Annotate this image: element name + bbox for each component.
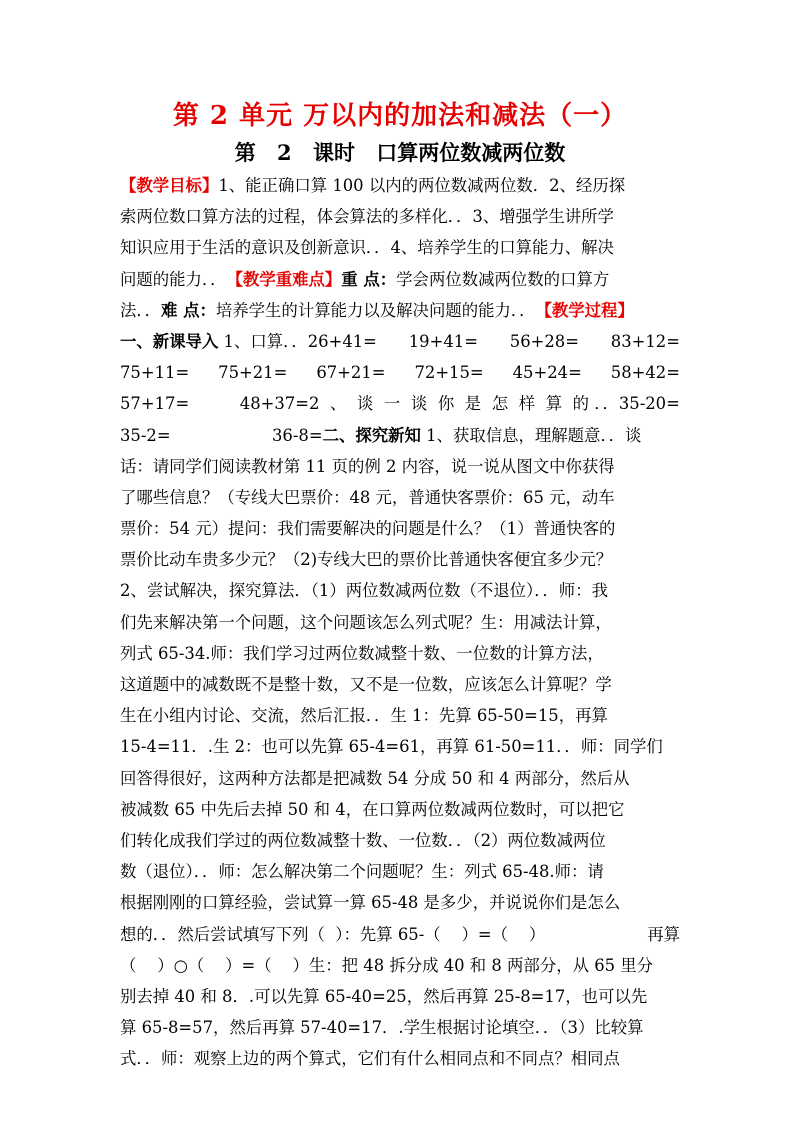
exercise: 67+21= [316, 363, 386, 383]
body-line-23: 数（退位）．．师：怎么解决第二个问题呢？生：列式 65-48.师：请 [120, 862, 604, 882]
body-line-1: 【教学目标】 1、能正确口算 100 以内的两位数减两位数．2、经历探 [120, 170, 680, 201]
body-line-22: 们转化成我们学过的两位数减整十数、一位数．．（2）两位数减两位 [120, 830, 606, 850]
body-line-17: 这道题中的减数既不是整十数，又不是一位数，应该怎么计算呢？学 [120, 675, 612, 694]
exercise: 72+15= [414, 363, 484, 383]
exercise: 19+41= [408, 331, 478, 351]
body-line-5: 法．． 难 点： 培养学生的计算能力以及解决问题的能力．． 【教学过程】 [120, 295, 680, 326]
body-line-12: 票价：54 元）提问：我们需要解决的问题是什么？（1）普通快客的 [120, 519, 616, 539]
body-line-28: 算 65-8=57，然后再算 57-40=17．.学生根据讨论填空．．（3）比较算 [120, 1018, 644, 1038]
body-line-18: 生在小组内讨论、交流，然后汇报．．生 1：先算 65-50=15，再算 [120, 706, 608, 726]
body-line-26: （ ）○（ ）=（ ）生：把 48 拆分成 40 和 8 两部分，从 65 里分 [120, 955, 654, 975]
tag-teaching-process: 【教学过程】 [535, 300, 634, 320]
body-line-21: 被减数 65 中先后去掉 50 和 4，在口算两位数减两位数时，可以把它 [120, 799, 625, 819]
tag-key-points: 【教学重难点】 [226, 269, 342, 289]
body-line-20: 回答得很好，这两种方法都是把减数 54 分成 50 和 4 两部分，然后从 [120, 768, 630, 788]
body-line-11: 了哪些信息？（专线大巴票价：48 元，普通快客票价：65 元，动车 [120, 487, 615, 507]
exercise: 35-2= [120, 425, 171, 445]
body-line-15: 们先来解决第一个问题，这个问题该怎么列式呢？生：用减法计算， [120, 612, 612, 632]
body-line-27: 别去掉 40 和 8．.可以先算 65-40=25，然后再算 25-8=17，也可以先 [120, 986, 648, 1006]
body-line-3: 知识应用于生活的意识及创新意识．．4、培养学生的口算能力、解决 [120, 238, 614, 258]
exercise: 57+17= [120, 394, 190, 414]
exercise: 75+11= [120, 363, 190, 383]
body-line-19: 15-4=11．.生 2：也可以先算 65-4=61，再算 61-50=11．．师：同学们 [120, 737, 663, 757]
exercise: 45+24= [512, 363, 582, 383]
tag-teaching-goals: 【教学目标】 [120, 176, 219, 195]
body-line-14: 2、尝试解决，探究算法．（1）两位数减两位数（不退位）．．师：我 [120, 581, 608, 601]
lesson-subtitle: 第 2 课时 口算两位数减两位数 [234, 140, 566, 165]
exercise: 83+12= [610, 331, 680, 351]
body-line-2: 索两位数口算方法的过程，体会算法的多样化．．3、增强学生讲所学 [120, 207, 614, 227]
body-line-4: 问题的能力．． 【教学重难点】 重 点： 学会两位数减两位数的口算方 [120, 264, 680, 295]
exercise: 75+21= [218, 363, 288, 383]
body-line-6: 一、新课导入 1、口算．．26+41= 19+41= 56+28= 83+12= [120, 326, 680, 357]
body-line-7 [120, 357, 680, 388]
body-line-13: 票价比动车贵多少元？（2)专线大巴的票价比普通快客便宜多少元？ [120, 550, 613, 570]
exercise: 36-8= [272, 425, 323, 445]
document-page [120, 96, 680, 1074]
body-line-24: 根据刚刚的口算经验，尝试算一算 65-48 是多少，并说说你们是怎么 [120, 893, 621, 913]
section-explore-heading: 二、探究新知 [322, 425, 421, 445]
lesson-body [120, 170, 680, 1074]
body-line-16: 列式 65-34.师：我们学习过两位数减整十数、一位数的计算方法， [120, 643, 604, 663]
section-intro-heading: 一、新课导入 [120, 331, 219, 351]
exercise: 58+42= [610, 363, 680, 383]
body-line-10: 话：请同学们阅读教材第 11 页的例 2 内容，说一说从图文中你获得 [120, 456, 615, 476]
body-line-8: 57+17= 48+37=2 、 谈 一 谈 你 是 怎 样 算 的 ．．35-20= [120, 388, 680, 419]
exercise: 56+28= [509, 331, 579, 351]
unit-title: 第 2 单元 万以内的加法和减法（一） [172, 101, 628, 131]
body-line-25: 想的．．然后尝试填写下列（ ）：先算 65-（ ）=（ ） 再算 [120, 924, 680, 944]
body-line-9: 35-2= 36-8= 二、探究新知 1、获取信息，理解题意．．谈 [120, 420, 680, 451]
body-line-29: 式．．师：观察上边的两个算式，它们有什么相同点和不同点？相同点 [120, 1049, 620, 1069]
